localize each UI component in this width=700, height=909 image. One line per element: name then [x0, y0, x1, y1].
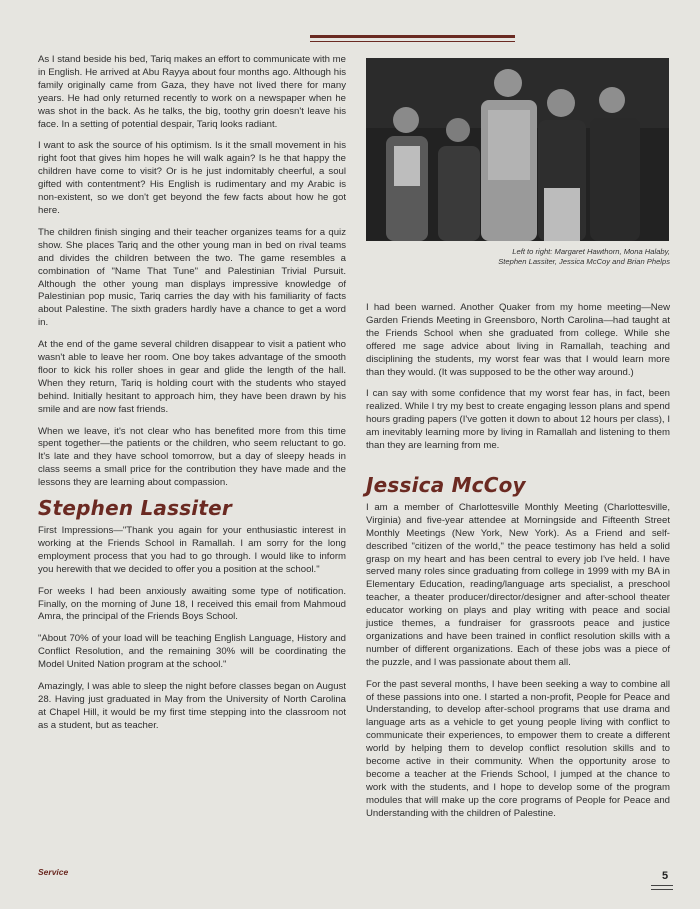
section-heading-stephen-lassiter: Stephen Lassiter	[38, 496, 232, 521]
paragraph: "About 70% of your load will be teaching English Language, History and Conflict Resolution, and the remaining 30% will be coordinating the Model United Nation program at the school."	[38, 633, 346, 671]
paragraph: I had been warned. Another Quaker from my home meeting—New Garden Friends Meeting in Greensboro, North Carolina—had taught at the Friends School when she graduated from college. While she offered me sage advice about living in Ramallah, teaching and disciplining the students, my worst fear was that I would learn more than they would. (It was supposed to be the other way around.)	[366, 302, 670, 378]
footer-section-label: Service	[38, 867, 69, 877]
paragraph: I am a member of Charlottesville Monthly Meeting (Charlottesville, Virginia) and five-year attendee at Morningside and Fifteenth Street Monthly Meetings (New York, New York). As a Friend and self-described "citizen of the world," the peace testimony has held a solid grasp on my heart and has been central to every job I've held. I have served many roles since graduating from college in 1999 with my BA in Elementary Education, reading/language arts specialist, a preschool teacher, a theater producer/director/designer and after-school theater educator working on plays and play writing with peace and social justice themes, a fundraiser for grassroots peace and justice organizations and have been trained in conflict resolution skills with a number of different organizations. Each of these jobs was a piece of the puzzle, and I was passionate about them all.	[366, 501, 670, 668]
right-column	[366, 302, 670, 830]
paragraph: The children finish singing and their teacher organizes teams for a quiz show. She places Tariq and the other young man in bed on rival teams and divides the children between the two. The game resembles a combination of "Name That Tune" and Palestinian Trivial Pursuit. Although the other young man displays impressive knowledge of Palestinian pop music, Tariq carries the day with his familiarity of facts about Palestine. The sixth graders hardly have a chance to get a word in.	[38, 226, 346, 329]
top-rule-thin	[310, 41, 515, 42]
group-photo	[366, 58, 669, 241]
paragraph: For weeks I had been anxiously awaiting some type of notification. Finally, on the morning of June 18, I received this email from Mahmoud Amra, the principal of the Friends Boys School.	[38, 585, 346, 623]
paragraph: I can say with some confidence that my worst fear has, in fact, been realized. While I try my best to create engaging lesson plans and spend hours grading papers (I've gotten it down to about 12 hours per class), I am inevitably learning more by living in Ramallah and listening to them than they are learning from me.	[366, 388, 670, 452]
group-photo-image	[366, 58, 669, 241]
left-column	[38, 54, 346, 742]
section-heading-jessica-mccoy: Jessica McCoy	[366, 472, 526, 497]
paragraph: When we leave, it's not clear who has benefited more from this time spent together—the patients or the children, who seem reluctant to go. It's late and they have school tomorrow, but a day of sleepy heads in class seems a small price for the contribution they have made and the lessons they are learning about compassion.	[38, 425, 346, 489]
photo-caption	[470, 247, 670, 267]
paragraph: I want to ask the source of his optimism. Is it the small movement in his right foot that gives him hopes he will walk again? Is he that happy the children have come to visit? Or is he just indomitably cheerful, a soul gifted with contentment? His English is rudimentary and my Arabic is non-existent, so we don't get beyond the few facts about how he got here.	[38, 140, 346, 216]
paragraph: Amazingly, I was able to sleep the night before classes began on August 28. Having just graduated in May from the University of North Carolina at Chapel Hill, it would be my first time stepping into the classroom not as a student, but as teacher.	[38, 681, 346, 731]
paragraph: For the past several months, I have been seeking a way to combine all of these passions into one. I started a non-profit, People for Peace and Understanding, to develop after-school programs that use drama and language arts as a vehicle to get young people living with conflict to communicate their experiences, to empower them to create a different world by helping them to develop conflict resolution skills and to become active in their community. When the opportunity arose to become a teacher at the Friends School, I jumped at the chance to work with the students, and I hope to develop some of the program modules that will make up the core programs of People for Peace and Understanding with the children of Palestine.	[366, 678, 670, 819]
caption-line: Left to right: Margaret Hawthorn, Mona Halaby,	[512, 247, 670, 256]
paragraph: At the end of the game several children disappear to visit a patient who wasn't able to leave her room. One boy takes advantage of the smooth floor to kick his roller shoes in gear and glide the length of the hall. When they return, Tariq is holding court with the students who stayed behind. Initially hesitant to approach him, they have been drawn by his smile and are now fast friends.	[38, 339, 346, 415]
page-number: 5	[662, 870, 669, 882]
page-number-rule	[651, 889, 673, 890]
paragraph: First Impressions—"Thank you again for your enthusiastic interest in working at the Friends School in Ramallah. I am sorry for the long employment process that you had to go through. I would like to inform you herewith that we decided to offer you a position at the school."	[38, 525, 346, 575]
paragraph: As I stand beside his bed, Tariq makes an effort to communicate with me in English. He arrived at Abu Rayya about four months ago. Although his family originally came from Gaza, they have not lived there for many years. He had only returned recently to work on a newspaper when he was shot in the back. As he talks, the big, toothy grin doesn't leave his face. In a setting of potential despair, Tariq looks radiant.	[38, 54, 346, 130]
page-number-rule	[651, 885, 673, 886]
top-rule	[310, 35, 515, 38]
caption-line: Stephen Lassiter, Jessica McCoy and Brian Phelps	[498, 257, 670, 266]
